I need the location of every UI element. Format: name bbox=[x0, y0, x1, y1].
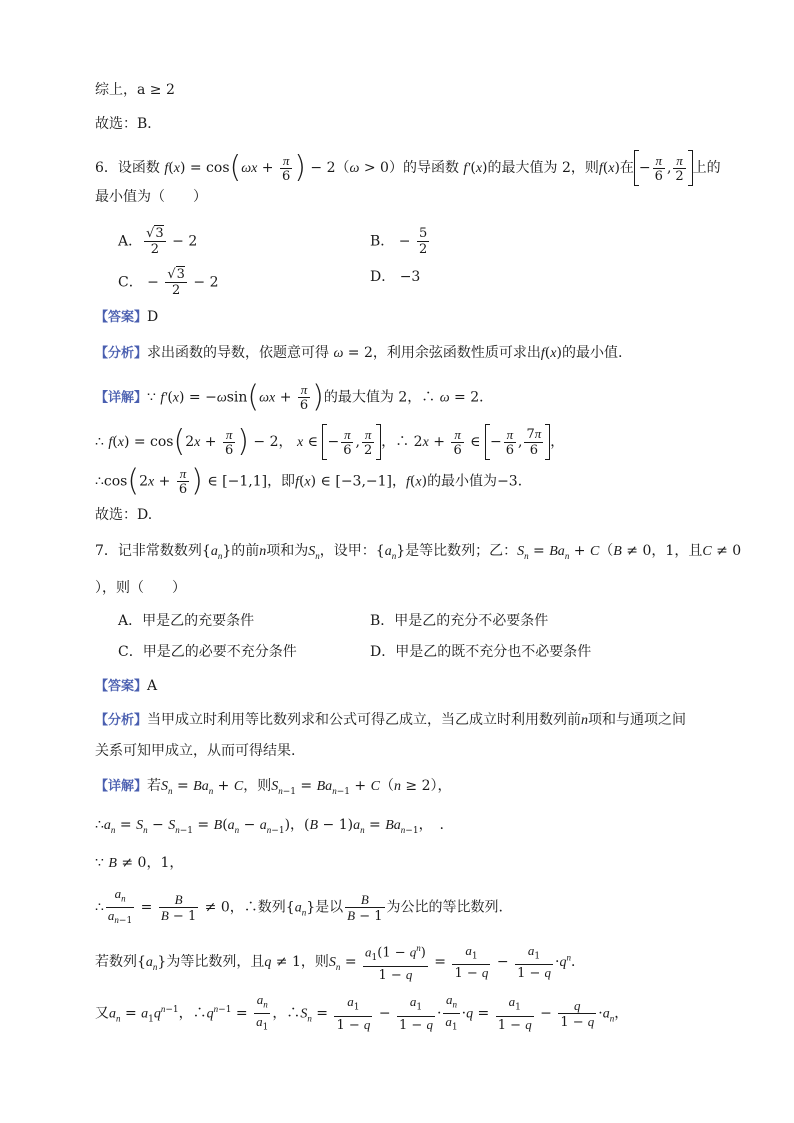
q7-option-c: C．甲是乙的必要不充分条件 bbox=[118, 644, 297, 660]
q7-option-a: A．甲是乙的充要条件 bbox=[118, 613, 255, 629]
q7-detail-line5: 若数列$\{a_n\}$为等比数列，且q ≠ 1，则$S_n$ = $\frac{a_1(1 - q^n)}{1 - q}$ = $\frac{a_1}{1 - q}$ − $\frac{a_1}{1 - q}$ $\cdot q^n$． bbox=[95, 942, 585, 983]
q6-detail-line2: ∴ f(x) = cos(2x + $\frac{\pi}{6}$ ) − 2， x ∈ − $\frac{\pi}{6}$ , $\frac{\pi}{2}$ ，∴ 2x + $\frac{\pi}{6}$ ∈ − $\frac{\pi}{6}$ , $\frac{7\pi}{6}$ ， bbox=[95, 424, 565, 459]
q6-option-d: D． −3 bbox=[370, 269, 421, 285]
q6-option-b: B． − $\frac{5}{2}$ bbox=[370, 226, 428, 257]
q6-option-a: A． $\frac{√3}{2}$ − 2 bbox=[118, 226, 198, 257]
conclusion-line: 综上，a ≥ 2 bbox=[95, 82, 175, 98]
q7-detail-line1: 【详解】若$S_n = Ba_n + C$，则$S_{n-1} = Ba_{n-1} + C(n \ge 2)$， bbox=[95, 778, 452, 797]
q7-stem-line2: ），则（ ） bbox=[95, 580, 186, 596]
q7-analysis-line1: 【分析】当甲成立时利用等比数列求和公式可得乙成立，当乙成立时利用数列前n项和与通项之间 bbox=[95, 712, 687, 728]
q6-stem-line2: 最小值为（ ） bbox=[95, 189, 207, 205]
q6-end: 故选：D. bbox=[95, 507, 153, 523]
q6-detail-line3: ∴cos(2x + $\frac{\pi}{6}$ ) ∈ [−1,1]，即f(x) ∈ [−3,−1]，f(x)的最小值为−3． bbox=[95, 463, 532, 499]
q6-answer: 【答案】D bbox=[95, 309, 159, 325]
q6-option-c: C． − $\frac{√3}{2}$ − 2 bbox=[118, 267, 219, 298]
q7-detail-line6: 又$a_n = a_1q^{n-1}$，$\therefore q^{n-1}$ = $\frac{a_n}{a_1}$ ，$\therefore S_n$ = $\frac{a_1}{1 - q}$ − $\frac{a_1}{1 - q}$ · $\frac{a_n}{a_1}$ ·q = $\frac{a_1}{1 - q}$ − $\frac{q}{1 - q}$ $\cdot a_n$， bbox=[95, 992, 629, 1033]
q7-analysis-line2: 关系可知甲成立，从而可得结果. bbox=[95, 743, 296, 759]
q7-detail-line2: $\therefore a_n = S_n - S_{n-1} = B(a_n - a_{n-1})$，$(B - 1)a_n = Ba_{n-1}$， . bbox=[95, 817, 445, 836]
choice-line: 故选：B． bbox=[95, 116, 162, 132]
q7-stem: 7．记非常数数列$\{a_n\}$的前n项和为$S_n$，设甲：$\{a_n\}$是等比数列；乙：$S_n = Ba_n + C(B \ne 0$，1，且C ≠ 0 bbox=[95, 543, 742, 561]
q7-option-d: D．甲是乙的既不充分也不必要条件 bbox=[370, 644, 592, 660]
q6-stem: 6．设函数 f(x) = cos(ωx + $\frac{\pi}{6}$ ) − 2（ω > 0）的导函数 f′(x)的最大值为 2，则f(x)在 − $\frac{\pi}{6}$ , $\frac{\pi}{2}$ 上的 bbox=[95, 150, 721, 185]
q6-detail-line1: 【详解】∵ f′(x) = −ωsin(ωx + $\frac{\pi}{6}$ )的最大值为 2，∴ ω = 2． bbox=[95, 379, 494, 415]
q6-analysis: 【分析】求出函数的导数，依题意可得 ω = 2，利用余弦函数性质可求出f(x)的最小值. bbox=[95, 345, 623, 361]
q7-detail-line4: ∴ $\frac{a_n}{a_{n-1}}$ = $\frac{B}{B - 1}$ ≠ 0，∴数列$\{a_n\}$是以 $\frac{B}{B - 1}$ 为公比的等比数列. bbox=[95, 886, 503, 927]
q7-option-b: B．甲是乙的充分不必要条件 bbox=[370, 613, 549, 629]
q7-answer: 【答案】A bbox=[95, 678, 158, 694]
q7-detail-line3: ∵ B ≠ 0，1， bbox=[95, 855, 184, 871]
